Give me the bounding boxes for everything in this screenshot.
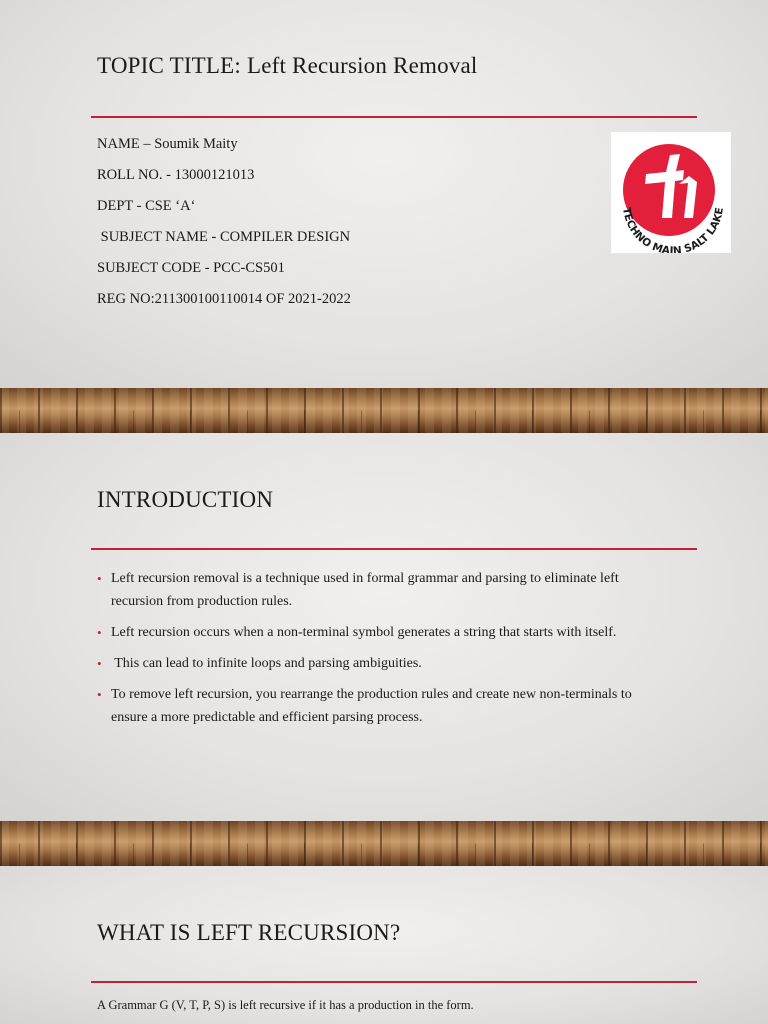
introduction-heading: INTRODUCTION [97,487,274,512]
introduction-bullet-list [97,567,667,737]
list-item: • This can lead to infinite loops and parsing ambiguities. [97,652,667,675]
registration-number: REG NO:211300100110014 OF 2021-2022 [97,291,351,307]
student-name: NAME – Soumik Maity [97,136,238,152]
subject-code: SUBJECT CODE - PCC-CS501 [97,260,285,276]
department: DEPT - CSE ‘A‘ [97,198,196,214]
introduction-divider [91,548,697,550]
list-item: • Left recursion removal is a technique used in formal grammar and parsing to eliminate left recursion from production rules. [97,567,667,613]
wood-floor-divider [0,388,768,433]
slide-title [0,0,768,388]
list-item: • To remove left recursion, you rearrange the production rules and create new non-terminals to ensure a more predictable and efficient parsing process. [97,683,667,729]
subject-name: SUBJECT NAME - COMPILER DESIGN [97,229,351,245]
title-divider [91,116,697,118]
wood-floor-divider [0,821,768,866]
college-logo-icon [611,132,731,253]
slide-title-heading: TOPIC TITLE: Left Recursion Removal [97,53,478,78]
left-recursion-heading: WHAT IS LEFT RECURSION? [97,920,401,945]
left-recursion-definition: A Grammar G (V, T, P, S) is left recursive if it has a production in the form. [97,998,474,1012]
college-logo [611,132,731,253]
list-item: • Left recursion occurs when a non-terminal symbol generates a string that starts with itself. [97,621,667,644]
logo-text: TECHNO MAIN SALT LAKE [620,206,726,253]
roll-number: ROLL NO. - 13000121013 [97,167,255,183]
left-recursion-divider [91,981,697,983]
